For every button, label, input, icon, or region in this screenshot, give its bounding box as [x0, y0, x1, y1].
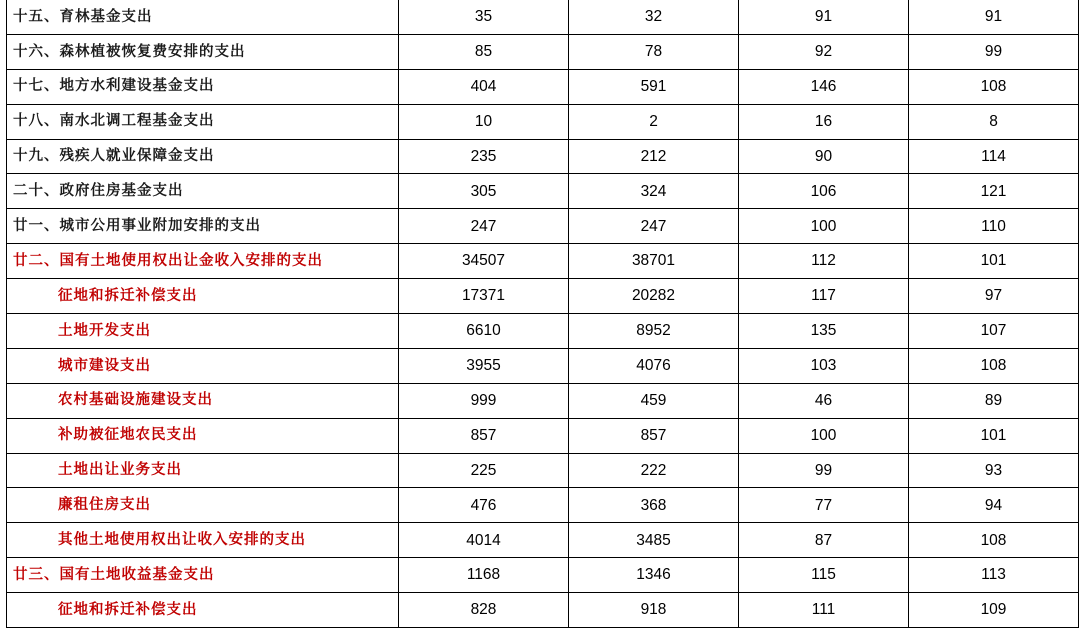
value-col-1: 235 — [399, 139, 569, 174]
value-col-1: 404 — [399, 69, 569, 104]
row-label: 廿二、国有土地使用权出让金收入安排的支出 — [7, 244, 399, 279]
value-col-3: 115 — [739, 558, 909, 593]
value-col-4: 91 — [909, 0, 1079, 34]
value-col-2: 20282 — [569, 279, 739, 314]
row-label: 征地和拆迁补偿支出 — [7, 593, 399, 628]
value-col-3: 91 — [739, 0, 909, 34]
value-col-3: 90 — [739, 139, 909, 174]
table-body — [7, 0, 1079, 628]
value-col-1: 17371 — [399, 279, 569, 314]
row-label: 十八、南水北调工程基金支出 — [7, 104, 399, 139]
row-label: 十七、地方水利建设基金支出 — [7, 69, 399, 104]
value-col-3: 77 — [739, 488, 909, 523]
table-row — [7, 593, 1079, 628]
value-col-3: 117 — [739, 279, 909, 314]
value-col-4: 99 — [909, 34, 1079, 69]
table-row — [7, 383, 1079, 418]
row-label: 征地和拆迁补偿支出 — [7, 279, 399, 314]
table-row — [7, 209, 1079, 244]
value-col-1: 10 — [399, 104, 569, 139]
value-col-4: 109 — [909, 593, 1079, 628]
value-col-2: 222 — [569, 453, 739, 488]
value-col-2: 368 — [569, 488, 739, 523]
value-col-2: 918 — [569, 593, 739, 628]
value-col-2: 459 — [569, 383, 739, 418]
value-col-2: 4076 — [569, 348, 739, 383]
value-col-4: 114 — [909, 139, 1079, 174]
row-label: 十五、育林基金支出 — [7, 0, 399, 34]
value-col-4: 93 — [909, 453, 1079, 488]
row-label: 土地出让业务支出 — [7, 453, 399, 488]
value-col-3: 146 — [739, 69, 909, 104]
row-label: 补助被征地农民支出 — [7, 418, 399, 453]
value-col-3: 112 — [739, 244, 909, 279]
value-col-3: 100 — [739, 209, 909, 244]
table-row — [7, 418, 1079, 453]
row-label: 廿三、国有土地收益基金支出 — [7, 558, 399, 593]
table-row — [7, 139, 1079, 174]
value-col-2: 591 — [569, 69, 739, 104]
value-col-2: 247 — [569, 209, 739, 244]
value-col-4: 97 — [909, 279, 1079, 314]
value-col-2: 857 — [569, 418, 739, 453]
value-col-3: 100 — [739, 418, 909, 453]
value-col-3: 111 — [739, 593, 909, 628]
table-row — [7, 244, 1079, 279]
value-col-4: 113 — [909, 558, 1079, 593]
value-col-2: 78 — [569, 34, 739, 69]
value-col-2: 324 — [569, 174, 739, 209]
value-col-1: 4014 — [399, 523, 569, 558]
row-label: 廉租住房支出 — [7, 488, 399, 523]
value-col-3: 16 — [739, 104, 909, 139]
value-col-1: 35 — [399, 0, 569, 34]
value-col-1: 6610 — [399, 314, 569, 349]
value-col-3: 106 — [739, 174, 909, 209]
value-col-3: 135 — [739, 314, 909, 349]
row-label: 二十、政府住房基金支出 — [7, 174, 399, 209]
table-row — [7, 348, 1079, 383]
value-col-1: 247 — [399, 209, 569, 244]
table-row — [7, 314, 1079, 349]
table-row — [7, 69, 1079, 104]
table-row — [7, 558, 1079, 593]
value-col-2: 32 — [569, 0, 739, 34]
row-label: 土地开发支出 — [7, 314, 399, 349]
value-col-2: 38701 — [569, 244, 739, 279]
value-col-1: 34507 — [399, 244, 569, 279]
value-col-1: 305 — [399, 174, 569, 209]
value-col-2: 1346 — [569, 558, 739, 593]
row-label: 城市建设支出 — [7, 348, 399, 383]
value-col-4: 94 — [909, 488, 1079, 523]
table-row — [7, 0, 1079, 34]
fund-expenditure-table — [6, 0, 1079, 628]
value-col-2: 3485 — [569, 523, 739, 558]
value-col-3: 92 — [739, 34, 909, 69]
value-col-2: 8952 — [569, 314, 739, 349]
value-col-1: 3955 — [399, 348, 569, 383]
value-col-4: 101 — [909, 244, 1079, 279]
value-col-2: 2 — [569, 104, 739, 139]
value-col-4: 108 — [909, 348, 1079, 383]
value-col-1: 999 — [399, 383, 569, 418]
table-row — [7, 523, 1079, 558]
table-row — [7, 453, 1079, 488]
table-row — [7, 174, 1079, 209]
value-col-4: 89 — [909, 383, 1079, 418]
value-col-3: 87 — [739, 523, 909, 558]
value-col-3: 103 — [739, 348, 909, 383]
value-col-4: 110 — [909, 209, 1079, 244]
table-row — [7, 104, 1079, 139]
table-row — [7, 34, 1079, 69]
value-col-1: 857 — [399, 418, 569, 453]
value-col-1: 476 — [399, 488, 569, 523]
row-label: 十六、森林植被恢复费安排的支出 — [7, 34, 399, 69]
value-col-2: 212 — [569, 139, 739, 174]
table-row — [7, 488, 1079, 523]
row-label: 十九、残疾人就业保障金支出 — [7, 139, 399, 174]
value-col-1: 828 — [399, 593, 569, 628]
value-col-1: 85 — [399, 34, 569, 69]
row-label: 农村基础设施建设支出 — [7, 383, 399, 418]
table-row — [7, 279, 1079, 314]
value-col-4: 108 — [909, 523, 1079, 558]
value-col-3: 99 — [739, 453, 909, 488]
value-col-4: 8 — [909, 104, 1079, 139]
value-col-3: 46 — [739, 383, 909, 418]
value-col-1: 1168 — [399, 558, 569, 593]
value-col-4: 121 — [909, 174, 1079, 209]
row-label: 其他土地使用权出让收入安排的支出 — [7, 523, 399, 558]
value-col-4: 107 — [909, 314, 1079, 349]
value-col-4: 108 — [909, 69, 1079, 104]
value-col-1: 225 — [399, 453, 569, 488]
value-col-4: 101 — [909, 418, 1079, 453]
row-label: 廿一、城市公用事业附加安排的支出 — [7, 209, 399, 244]
